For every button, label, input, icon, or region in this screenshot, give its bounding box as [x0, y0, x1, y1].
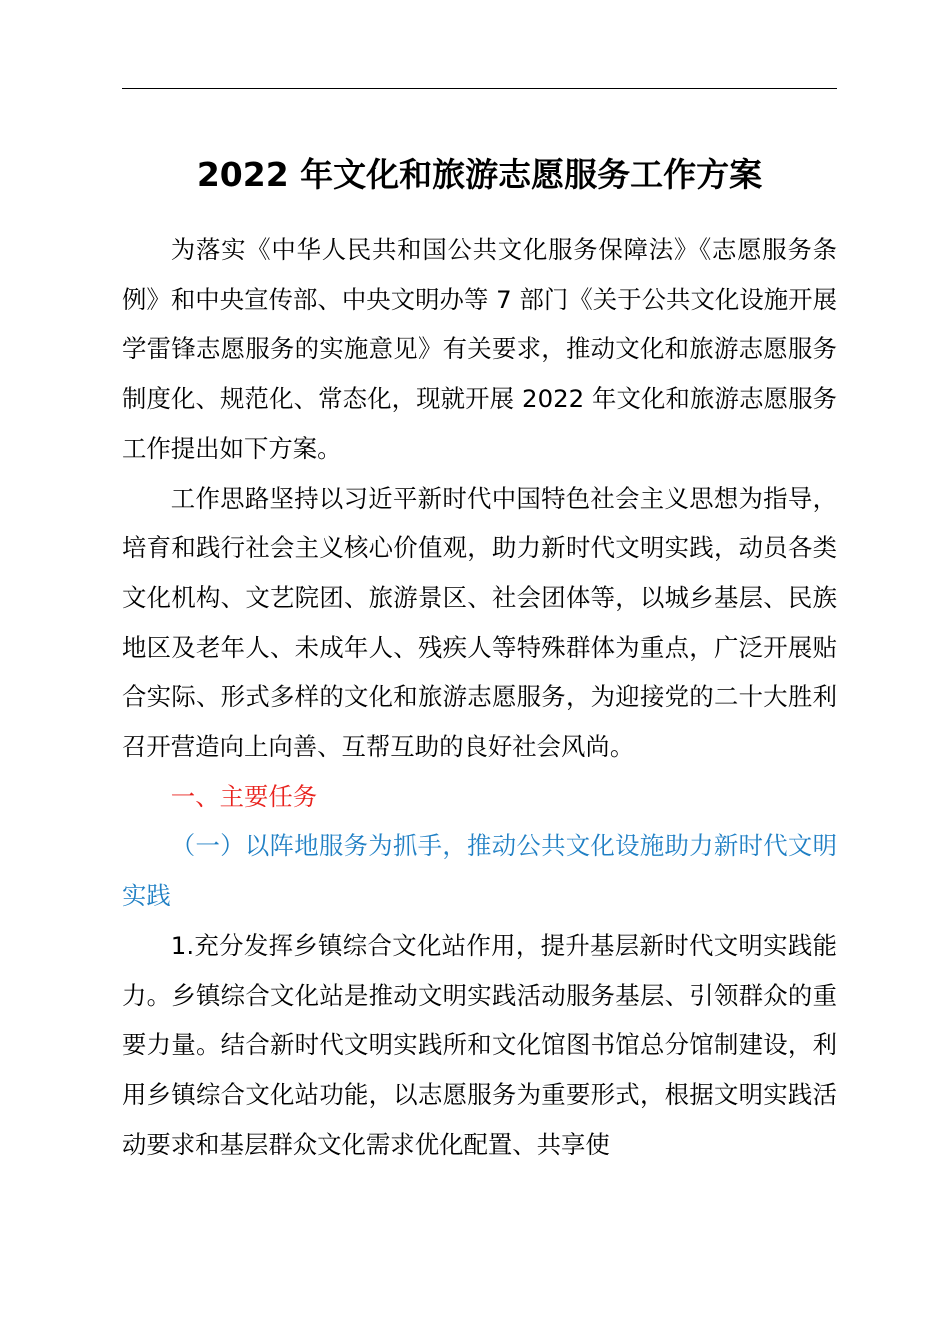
header-rule: [122, 88, 837, 89]
intro-paragraph: 为落实《中华人民共和国公共文化服务保障法》《志愿服务条例》和中央宣传部、中央文明办等 7 部门《关于公共文化设施开展学雷锋志愿服务的实施意见》有关要求，推动文化和旅游志愿服务制度化、规范化、常态化，现就开展 2022 年文化和旅游志愿服务工作提出如下方案。: [122, 235, 837, 463]
document-body: [122, 225, 837, 1169]
document-title: 2022 年文化和旅游志愿服务工作方案: [196, 155, 763, 194]
subsection-heading-1: （一）以阵地服务为抓手，推动公共文化设施助力新时代文明实践: [122, 831, 837, 911]
section-heading-main-tasks: 一、主要任务: [170, 781, 318, 811]
guiding-thought-paragraph: 工作思路坚持以习近平新时代中国特色社会主义思想为指导，培育和践行社会主义核心价值观，助力新时代文明实践，动员各类文化机构、文艺院团、旅游景区、社会团体等，以城乡基层、民族地区及老年人、未成年人、残疾人等特殊群体为重点，广泛开展贴合实际、形式多样的文化和旅游志愿服务，为迎接党的二十大胜利召开营造向上向善、互帮互助的良好社会风尚。: [122, 483, 837, 762]
item-1-paragraph: 1.充分发挥乡镇综合文化站作用，提升基层新时代文明实践能力。乡镇综合文化站是推动文明实践活动服务基层、引领群众的重要力量。结合新时代文明实践所和文化馆图书馆总分馆制建设，利用乡镇综合文化站功能，以志愿服务为重要形式，根据文明实践活动要求和基层群众文化需求优化配置、共享使: [122, 930, 837, 1159]
